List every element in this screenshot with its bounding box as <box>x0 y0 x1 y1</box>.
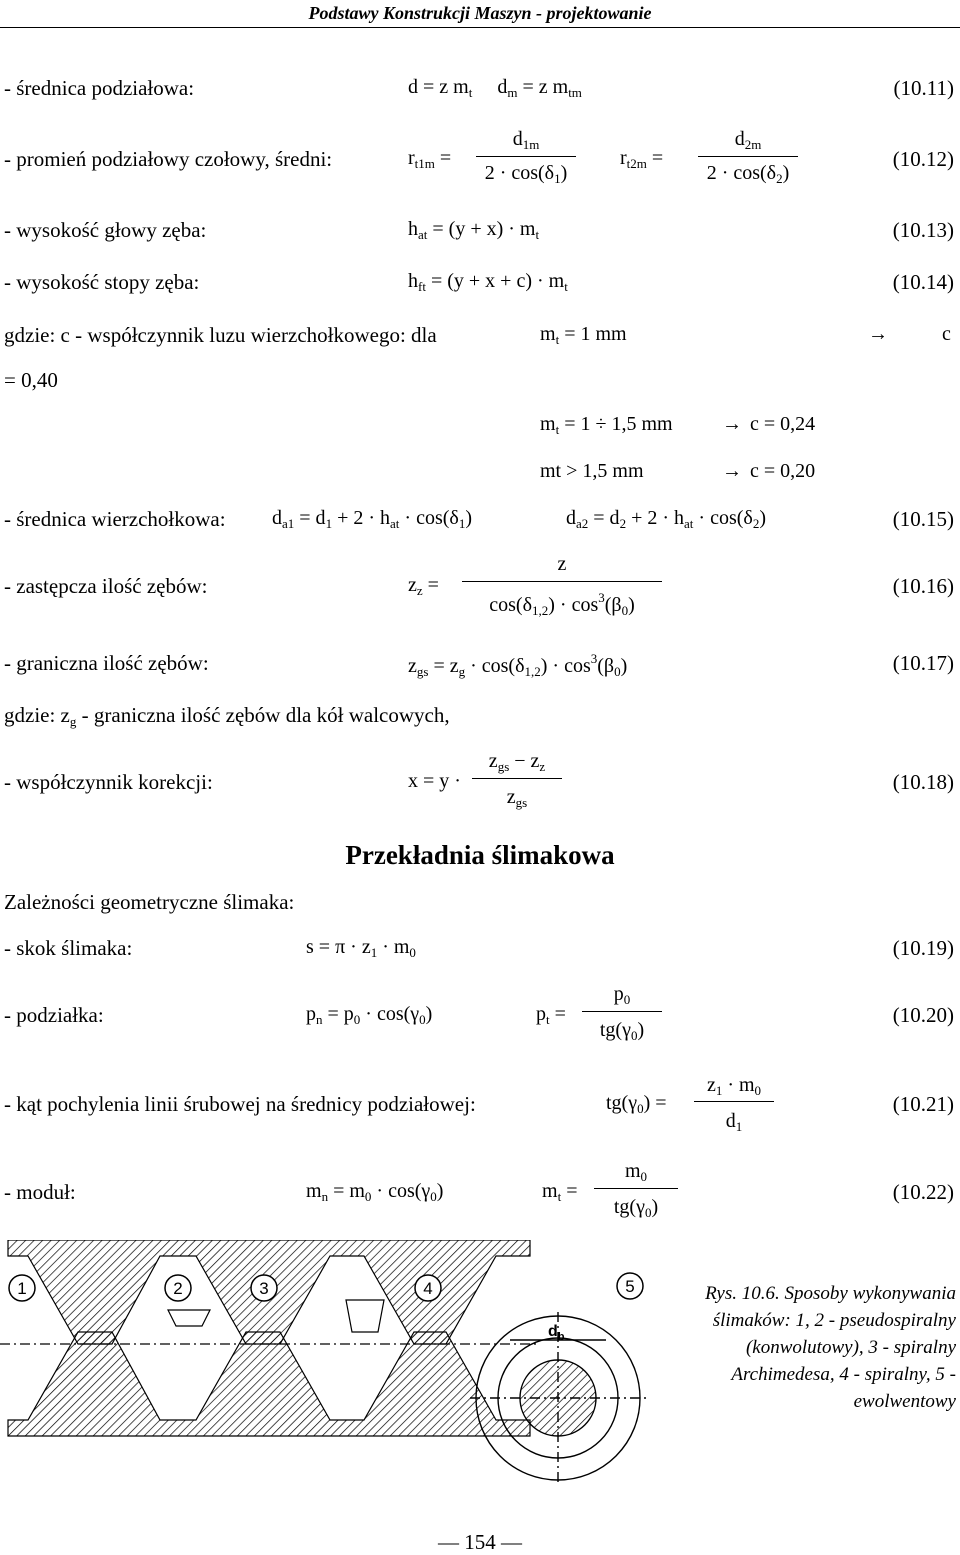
running-header: Podstawy Konstrukcji Maszyn - projektowanie <box>308 3 652 23</box>
eq-number-10-19: (10.19) <box>892 936 954 960</box>
formula-10-20a: $p_n = p_0 \cdot \cos(\gamma_0)$ <box>306 1003 433 1027</box>
label-dedendum: - wysokość stopy zęba: <box>4 270 200 294</box>
fig-label-4: 4 <box>423 1279 433 1298</box>
frac-den-tg: $d_1$ <box>725 1110 743 1134</box>
page-number: — 154 — <box>438 1530 522 1554</box>
label-correction: - współczynnik korekcji: <box>4 770 213 794</box>
frac-num-pt: $p_0$ <box>613 983 631 1007</box>
label-pitch-radius: - promień podziałowy czołowy, średni: <box>4 147 333 171</box>
formula-10-12a: $r_{t1m}$ = <box>408 147 452 171</box>
case1-m: m <box>540 323 556 345</box>
note-zg-text: - graniczna ilość zębów dla kół walcowych, <box>76 703 450 727</box>
clearance-c-1: c <box>942 323 951 345</box>
formula-10-17: $z_{gs} = z_g \cdot \cos(\delta_{1,2}) \cdot \cos^3(\beta_0)$ <box>408 651 628 679</box>
label-limit-teeth: - graniczna ilość zębów: <box>4 651 209 675</box>
formula-10-22b: $m_t$ = <box>542 1180 578 1204</box>
fig-label-5: 5 <box>625 1277 635 1296</box>
figure-caption: Rys. 10.6. Sposoby wykonywania ślimaków: 1, 2 - pseudospiralny (konwolutowy), 3 - spiralny Archimedesa, 4 - spiralny, 5 - ewolwentowy <box>705 1283 956 1412</box>
frac-den-2: $2 \cdot \cos(\delta_2)$ <box>706 162 790 186</box>
formula-10-18: x = y · <box>408 770 461 792</box>
eq-number-10-15: (10.15) <box>892 507 954 531</box>
eq-number-10-11: (10.11) <box>893 76 954 100</box>
db-label: $d_b$ <box>548 1323 565 1343</box>
fraction-bar <box>582 1011 662 1012</box>
eq-number-10-13: (10.13) <box>892 218 954 242</box>
label-lead-angle: - kąt pochylenia linii śrubowej na średnicy podziałowej: <box>4 1092 476 1116</box>
worm-intro: Zależności geometryczne ślimaka: <box>4 890 295 914</box>
label-pitch-diameter: - średnica podziałowa: <box>4 76 195 100</box>
fraction-bar <box>594 1188 678 1189</box>
clearance-c-value-1: = 0,40 <box>4 368 58 392</box>
frac-num-1: $d_{1m}$ <box>512 128 540 152</box>
label-clearance: gdzie: c - współczynnik luzu wierzchołkowego: dla <box>4 323 437 347</box>
clearance-c-2: c = 0,24 <box>750 413 816 435</box>
fraction-bar <box>694 1101 774 1102</box>
note-zg: gdzie: $z_g$ - graniczna ilość zębów dla kół walcowych, <box>4 703 450 729</box>
worm-thread-profiles <box>0 1240 540 1436</box>
formula-10-22a: $m_n = m_0 \cdot \cos(\gamma_0)$ <box>306 1180 444 1204</box>
fig-label-3: 3 <box>259 1279 269 1298</box>
frac-num-2: $d_{2m}$ <box>734 128 762 152</box>
clearance-c-3: c = 0,20 <box>750 460 816 482</box>
label-worm-lead: - skok ślimaka: <box>4 936 133 960</box>
formula-10-16: $z_z$ = <box>408 574 439 598</box>
frac-den-x: $z_{gs}$ <box>506 786 528 810</box>
header-rule <box>0 27 960 28</box>
frac-den-1: $2 \cdot \cos(\delta_1)$ <box>484 162 568 186</box>
clearance-case-3: mt > 1,5 mm <box>540 460 644 482</box>
formula-10-12b: $r_{t2m}$ = <box>620 147 664 171</box>
frac-den-z: $\cos(\delta_{1,2}) \cdot \cos^3(\beta_0)$ <box>489 590 635 618</box>
clearance-case-2: $m_t = 1 \div 1,5$ mm <box>540 413 673 437</box>
arrow-icon: → <box>722 413 742 435</box>
frac-num-mt: $m_0$ <box>624 1160 648 1184</box>
clearance-case-1: $m_t = 1$ mm <box>540 323 627 347</box>
eq-number-10-22: (10.22) <box>892 1180 954 1204</box>
formula-10-15a: $d_{a1} = d_1 + 2 \cdot h_{at} \cdot \cos(\delta_1)$ <box>272 507 472 531</box>
formula-10-21: $tg(\gamma_0)$ = <box>606 1092 667 1116</box>
fraction-bar <box>472 778 562 779</box>
formula-10-11: d = z $m_t$ $d_m = z$ $m_{tm}$ <box>408 76 582 100</box>
label-tip-diameter: - średnica wierzchołkowa: <box>4 507 226 531</box>
formula-10-20b: $p_t$ = <box>536 1003 566 1027</box>
formula-10-13: $h_{at} = (y + x) \cdot m_t$ <box>408 218 540 242</box>
frac-num-x: $z_{gs} - z_z$ <box>488 750 546 774</box>
worm-types-figure <box>0 1240 680 1490</box>
fraction-bar <box>698 156 798 157</box>
frac-den-pt: $tg(\gamma_0)$ <box>599 1019 645 1043</box>
case1-value: = 1 mm <box>559 323 627 345</box>
fraction-bar <box>462 581 662 582</box>
label-virtual-teeth: - zastępcza ilość zębów: <box>4 574 208 598</box>
fig-label-1: 1 <box>17 1279 27 1298</box>
eq-number-10-18: (10.18) <box>892 770 954 794</box>
fig-label-2: 2 <box>173 1279 183 1298</box>
section-title: Przekładnia ślimakowa <box>345 840 615 870</box>
fraction-bar <box>476 156 576 157</box>
frac-num-tg: $z_1 \cdot m_0$ <box>706 1074 762 1098</box>
label-pitch: - podziałka: <box>4 1003 104 1027</box>
eq-number-10-14: (10.14) <box>892 270 954 294</box>
label-module: - moduł: <box>4 1180 76 1204</box>
label-addendum: - wysokość głowy zęba: <box>4 218 207 242</box>
case2-value: = 1 ÷ 1,5 mm <box>559 413 673 435</box>
frac-num-z: z <box>557 553 567 575</box>
eq-number-10-12: (10.12) <box>892 147 954 171</box>
frac-den-mt: $tg(\gamma_0)$ <box>613 1196 659 1220</box>
arrow-icon: → <box>868 323 888 345</box>
arrow-icon: → <box>722 460 742 482</box>
eq-number-10-21: (10.21) <box>892 1092 954 1116</box>
eq-number-10-20: (10.20) <box>892 1003 954 1027</box>
formula-10-19: $s = \pi \cdot z_1 \cdot m_0$ <box>306 936 416 960</box>
formula-10-15b: $d_{a2} = d_2 + 2 \cdot h_{at} \cdot \cos(\delta_2)$ <box>566 507 766 531</box>
note-zg-lead: gdzie: z <box>4 703 70 727</box>
formula-10-14: $h_{ft} = (y + x + c) \cdot m_t$ <box>408 270 568 294</box>
eq-number-10-16: (10.16) <box>892 574 954 598</box>
eq-number-10-17: (10.17) <box>892 651 954 675</box>
